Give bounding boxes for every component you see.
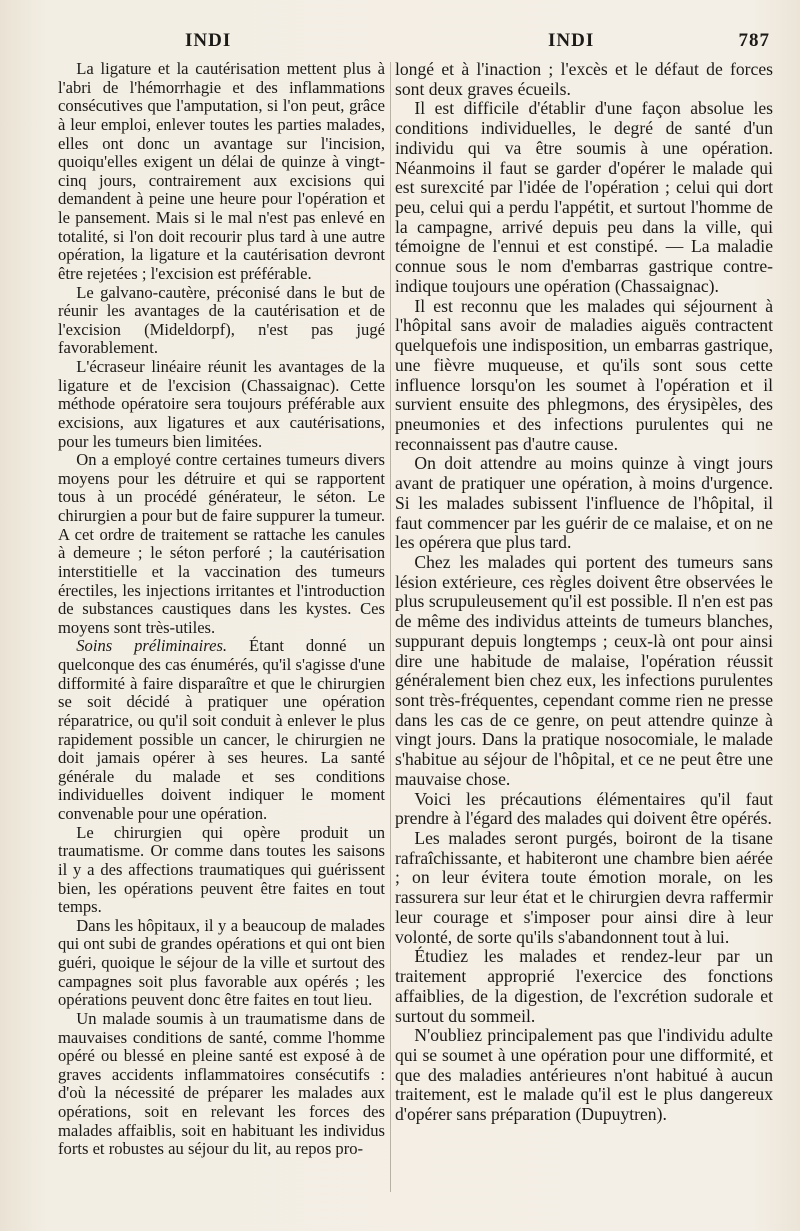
right-running-title: INDI xyxy=(548,30,595,51)
paragraph: L'écraseur linéaire réunit les avantages de la ligature et de l'excision (Chassaignac). Cette méthode opératoire sera toujours préférable aux excisions, aux ligatures et aux cautérisations, pour les tumeurs bien limitées. xyxy=(58,357,385,451)
running-header xyxy=(0,30,800,56)
paragraph: On a employé contre certaines tumeurs divers moyens pour les détruire et qui se rapportent tous à un procédé générateur, le séton. Le chirurgien a pour but de faire suppurer la tumeur. A cet ordre de traitement se rattache les canules à demeure ; le séton perforé ; la cautérisation interstitielle et la vaccination des tumeurs érectiles, les injections irritantes et l'introduction de substances caustiques dans les kystes. Ces moyens sont très-utiles. xyxy=(58,450,385,637)
left-running-title: INDI xyxy=(185,30,232,51)
paragraph: Dans les hôpitaux, il y a beaucoup de malades qui ont subi de grandes opérations et qui ont bien guéri, quoique le séjour de la ville et surtout des campagnes soit plus favorable aux opérés ; les opérations peuvent donc être faites en tout lieu. xyxy=(58,915,385,1010)
paragraph: Étudiez les malades et rendez-leur par un traitement approprié l'exercice des fonctions affaiblies, de la digestion, de l'excrétion sudorale et surtout du sommeil. xyxy=(395,946,773,1026)
paragraph xyxy=(58,637,385,823)
paragraph: Le chirurgien qui opère produit un traumatisme. Or comme dans toutes les saisons il y a des affections traumatiques qui guérissent bien, les opérations peuvent être faites en tout temps. xyxy=(58,822,385,917)
paragraph: longé et à l'inaction ; l'excès et le défaut de forces sont deux graves écueils. xyxy=(395,59,773,99)
paragraph: Chez les malades qui portent des tumeurs sans lésion extérieure, ces règles doivent être observées le plus scrupuleusement qu'il est possible. Il n'en est pas de même des individus atteints de tumeurs blanches, suppurant depuis longtemps ; ceux-là ont pour ainsi dire une habitude de malaise, l'opération réussit généralement bien chez eux, les infections purulentes sont très-fréquentes, cependant comme rien ne presse dans les cas de ce genre, on peut attendre quinze à vingt jours. Dans la pratique nosocomiale, le malade s'habitue au séjour de l'hôpital, et ce ne peut être une mauvaise chose. xyxy=(395,551,773,789)
paragraph: Les malades seront purgés, boiront de la tisane rafraîchissante, et habiteront une chambre bien aérée ; on leur évitera toute émotion morale, on les rassurera sur leur état et le chirurgien devra raffermir leur courage et s'imposer pour ainsi dire à leur volonté, de sorte qu'ils s'abandonnent tout à lui. xyxy=(395,828,773,947)
paragraph: Un malade soumis à un traumatisme dans de mauvaises conditions de santé, comme l'homme opéré ou blessé en pleine santé est exposé à de graves accidents inflammatoires consécutifs : d'où la nécessité de préparer les malades aux opérations, soit en relevant les forces des malades affaiblis, soit en habituant les individus forts et robustes au séjour du lit, au repos pro- xyxy=(58,1008,385,1159)
column-divider xyxy=(390,62,391,1192)
left-column xyxy=(58,60,385,1159)
right-column xyxy=(395,60,773,1125)
paragraph: Voici les précautions élémentaires qu'il faut prendre à l'égard des malades qui doivent être opérés. xyxy=(395,788,773,829)
paragraph: Il est difficile d'établir d'une façon absolue les conditions individuelles, le degré de santé d'un individu qui va être soumis à une opération. Néanmoins il faut se garder d'opérer le malade qui est surexcité par l'idée de l'opération ; celui qui dort peu, celui qui a perdu l'appétit, et surtout l'homme de la campagne, arrivé depuis peu dans la ville, qui témoigne de l'ennui et est constipé. — La maladie connue sous le nom d'embarras gastrique contre-indique toujours une opération (Chassaignac). xyxy=(395,98,773,296)
paragraph: La ligature et la cautérisation mettent plus à l'abri de l'hémorrhagie et des inflammations consécutives que l'amputation, si l'on peut, grâce à leur emploi, enlever toutes les parties malades, elles ont donc un avantage sur l'incision, quoiqu'elles exigent un délai de quinze à vingt-cinq jours, contrairement aux excisions qui demandent à peine une heure pour l'opération et le pansement. Mais si le mal n'est pas enlevé en totalité, si l'on doit recourir plus tard à une autre opération, la ligature et la cautérisation devront être rejetées ; l'excision est préférable. xyxy=(58,59,385,283)
paragraph-text: Étant donné un quelconque des cas énumérés, qu'il s'agisse d'une difformité à faire disparaître et que le chirurgien se soit décidé à pratiquer une opération réparatrice, ou qu'il soit conduit à enlever le plus rapidement possible un cancer, le chirurgien ne doit jamais opérer à ses heures. La santé générale du malade et ses conditions individuelles doivent indiquer le moment convenable pour une opération. xyxy=(58,636,385,823)
section-lead: Soins préliminaires. xyxy=(76,636,228,656)
paragraph: Il est reconnu que les malades qui séjournent à l'hôpital sans avoir de maladies aiguës contractent quelquefois une indisposition, un embarras gastrique, une fièvre muqueuse, et qu'ils sont sous cette influence lorsqu'on les soumet à l'opération et il survient ensuite des phlegmons, des érysipèles, des pneumonies et des infections purulentes qui ne reconnaissent pas d'autre cause. xyxy=(395,295,773,454)
paragraph: Le galvano-cautère, préconisé dans le but de réunir les avantages de la cautérisation et de l'excision (Mideldorpf), n'est pas jugé favorablement. xyxy=(58,282,385,358)
paragraph: On doit attendre au moins quinze à vingt jours avant de pratiquer une opération, à moins d'urgence. Si les malades subissent l'influence de l'hôpital, il faut commencer par les guérir de ce malaise, et on ne les opérera que plus tard. xyxy=(395,453,773,553)
paragraph: N'oubliez principalement pas que l'individu adulte qui se soumet à une opération pour une difformité, et que des maladies antérieures n'ont habitué à aucun traitement, est le malade qu'il est le plus dangereux d'opérer sans préparation (Dupuytren). xyxy=(395,1025,773,1125)
page-number: 787 xyxy=(738,30,770,51)
